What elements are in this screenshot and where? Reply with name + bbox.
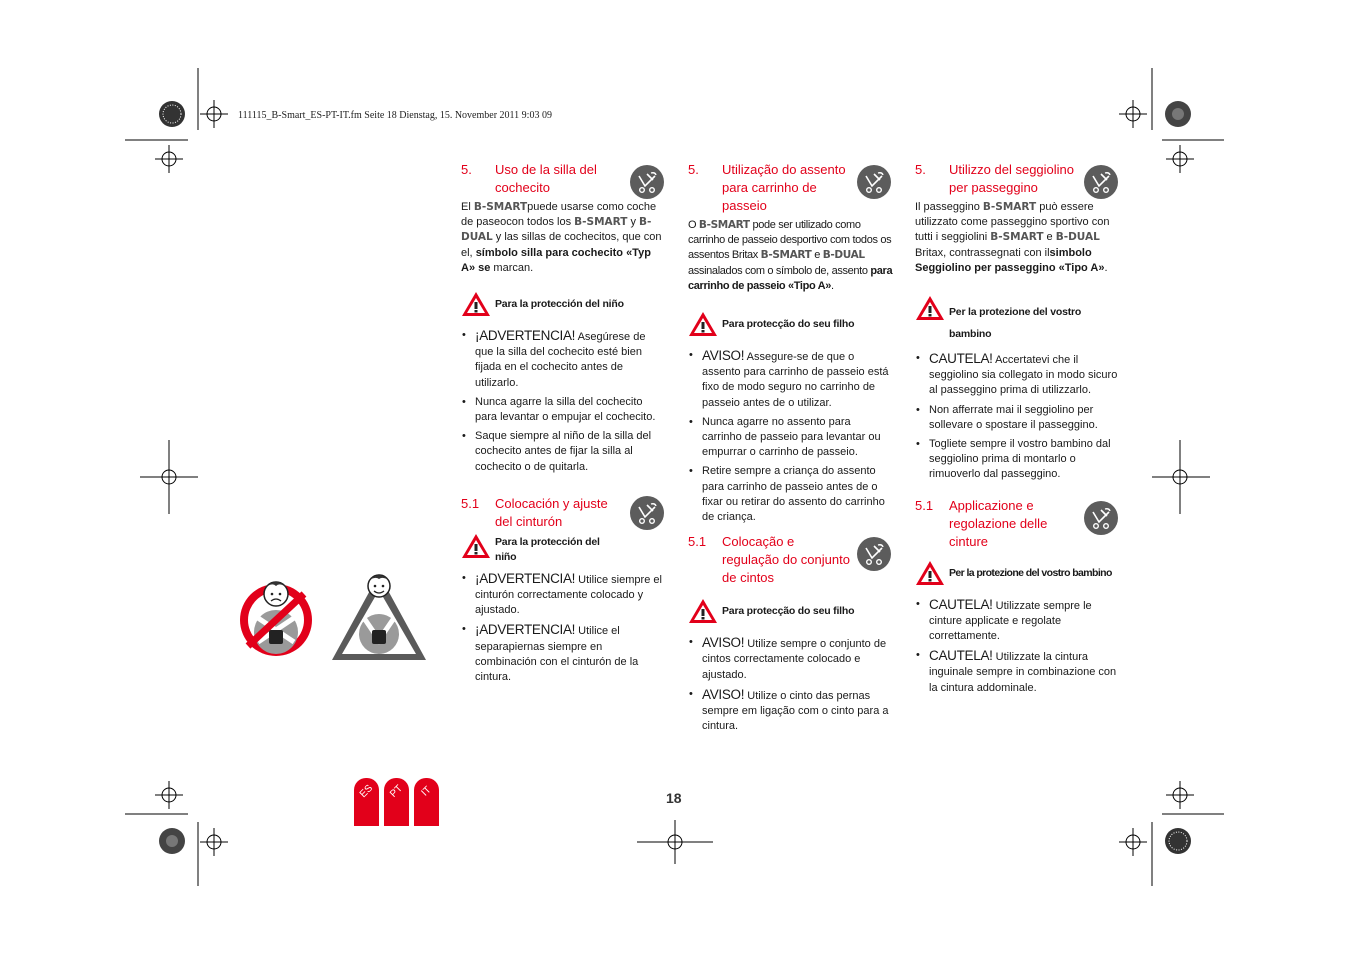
warning-box bbox=[688, 316, 893, 342]
stroller-icon bbox=[1084, 501, 1118, 535]
warning-text: Per la protezione del vostro bambino bbox=[949, 306, 1082, 341]
warning-icon bbox=[461, 290, 491, 317]
correct-harness-icon bbox=[332, 574, 426, 660]
bullet-list bbox=[688, 348, 893, 525]
list-item: • Togliete sempre il vostro bambino dal seggiolino prima di montarlo o rimuoverlo dal passeggino. bbox=[915, 437, 1120, 483]
column-pt bbox=[688, 161, 893, 738]
warning-box bbox=[915, 565, 1120, 591]
warning-box bbox=[915, 300, 1120, 345]
warning-text: Para protecção do seu filho bbox=[722, 318, 855, 331]
section-title: Colocación y ajuste del cinturón bbox=[495, 495, 608, 529]
section-number: 5.1 bbox=[461, 495, 480, 511]
section-number: 5.1 bbox=[915, 497, 934, 513]
warning-icon bbox=[461, 532, 491, 559]
column-it bbox=[915, 161, 1120, 700]
section-number: 5.1 bbox=[688, 534, 707, 550]
list-item: • ¡ADVERTENCIA! Utilice el separapiernas siempre en combinación con el cinturón de la cintura. bbox=[461, 622, 666, 685]
warning-icon bbox=[688, 597, 718, 624]
warning-box bbox=[461, 534, 615, 565]
bullet-list bbox=[915, 597, 1120, 696]
section-number: 5. bbox=[461, 162, 472, 177]
list-item: • CAUTELA! Accertatevi che il seggiolino sia collegato in modo sicuro al passeggino prima di utilizzarlo. bbox=[915, 351, 1120, 399]
section-title: Applicazione e regolazione delle cinture bbox=[949, 497, 1048, 549]
warning-text: Para la protección del niño bbox=[495, 535, 600, 563]
warning-text: Para protecção do seu filho bbox=[722, 605, 855, 618]
language-tab-pt: PT bbox=[384, 778, 409, 826]
column-es bbox=[461, 161, 666, 689]
stroller-icon bbox=[857, 537, 891, 571]
stroller-icon bbox=[1084, 165, 1118, 199]
file-header: 111115_B-Smart_ES-PT-IT.fm Seite 18 Dienstag, 15. November 2011 9:03 09 bbox=[238, 110, 552, 121]
list-item: • AVISO! Utilize o cinto das pernas sempre em ligação com o cinto para a cintura. bbox=[688, 687, 893, 735]
section-title: Colocação e regulação do conjunto de cintos bbox=[722, 534, 850, 586]
list-item: • Saque siempre al niño de la silla del cochecito antes de fijar la silla al cochecito o de quitarla. bbox=[461, 429, 666, 475]
list-item: • AVISO! Utilize sempre o conjunto de cintos correctamente colocado e ajustado. bbox=[688, 635, 893, 683]
list-item: • CAUTELA! Utilizzate la cintura inguinale sempre in combinazione con la cintura addominale. bbox=[915, 648, 1120, 696]
warning-icon bbox=[688, 310, 718, 337]
harness-illustration bbox=[236, 568, 428, 664]
list-item: • Non afferrate mai il seggiolino per sollevare o spostare il passeggino. bbox=[915, 403, 1120, 433]
intro-paragraph: Il passeggino B-SMART può essere utilizzato come passeggino sportivo con tutti i seggiolini B-SMART e B-DUAL Britax, contrassegnati con ilsimbolo Seggiolino per passeggino «Tipo A». bbox=[915, 201, 1110, 274]
stroller-icon bbox=[630, 165, 664, 199]
warning-icon bbox=[915, 294, 945, 321]
list-item: • Nunca agarre no assento para carrinho de passeio para levantar ou empurrar o carrinho de passeio. bbox=[688, 415, 893, 461]
section-title: Utilizzo del seggiolino per passeggino bbox=[949, 162, 1075, 195]
warning-icon bbox=[915, 559, 945, 586]
section-number: 5. bbox=[915, 162, 926, 177]
language-tab-es: ES bbox=[354, 778, 379, 826]
section-title: Uso de la silla del cochecito bbox=[495, 162, 597, 195]
bullet-list bbox=[461, 328, 666, 475]
list-item: • AVISO! Assegure-se de que o assento para carrinho de passeio está fixo de modo seguro no carrinho de passeio antes de o utilizar. bbox=[688, 348, 893, 411]
section-title: Utilização do assento para carrinho de passeio bbox=[722, 162, 846, 213]
list-item: • Nunca agarre la silla del cochecito para levantar o empujar el cochecito. bbox=[461, 395, 666, 425]
stroller-icon bbox=[857, 165, 891, 199]
warning-text: Para la protección del niño bbox=[495, 298, 624, 311]
section-number: 5. bbox=[688, 162, 699, 177]
language-tab-it: IT bbox=[414, 778, 439, 826]
intro-paragraph: El B-SMARTpuede usarse como coche de paseocon todos los B-SMART y B-DUAL y las sillas de cochecitos, que con el, símbolo silla para cochecito «Typ A» se marcan. bbox=[461, 201, 662, 274]
list-item: • CAUTELA! Utilizzate sempre le cinture applicate e regolate correttamente. bbox=[915, 597, 1120, 645]
page-number: 18 bbox=[666, 790, 682, 806]
list-item: • ¡ADVERTENCIA! Utilice siempre el cinturón correctamente colocado y ajustado. bbox=[461, 571, 666, 619]
warning-text: Per la protezione del vostro bambino bbox=[949, 566, 1112, 579]
bullet-list bbox=[461, 571, 666, 685]
list-item: • ¡ADVERTENCIA! Asegúrese de que la silla del cochecito esté bien fijada en el cochecito antes de utilizarlo. bbox=[461, 328, 666, 391]
wrong-harness-icon bbox=[240, 582, 312, 656]
stroller-icon bbox=[630, 496, 664, 530]
warning-box bbox=[688, 603, 893, 629]
bullet-list bbox=[688, 635, 893, 734]
intro-paragraph: O B-SMART pode ser utilizado como carrinho de passeio desportivo com todos os assentos Britax B-SMART e B-DUAL assinalados com o símbolo de, assento para carrinho de passeio «Tipo A». bbox=[688, 219, 893, 292]
list-item: • Retire sempre a criança do assento para carrinho de passeio antes de o fixar ou retirar do assento do carrinho de criança. bbox=[688, 464, 893, 525]
bullet-list bbox=[915, 351, 1120, 483]
warning-box bbox=[461, 296, 666, 322]
